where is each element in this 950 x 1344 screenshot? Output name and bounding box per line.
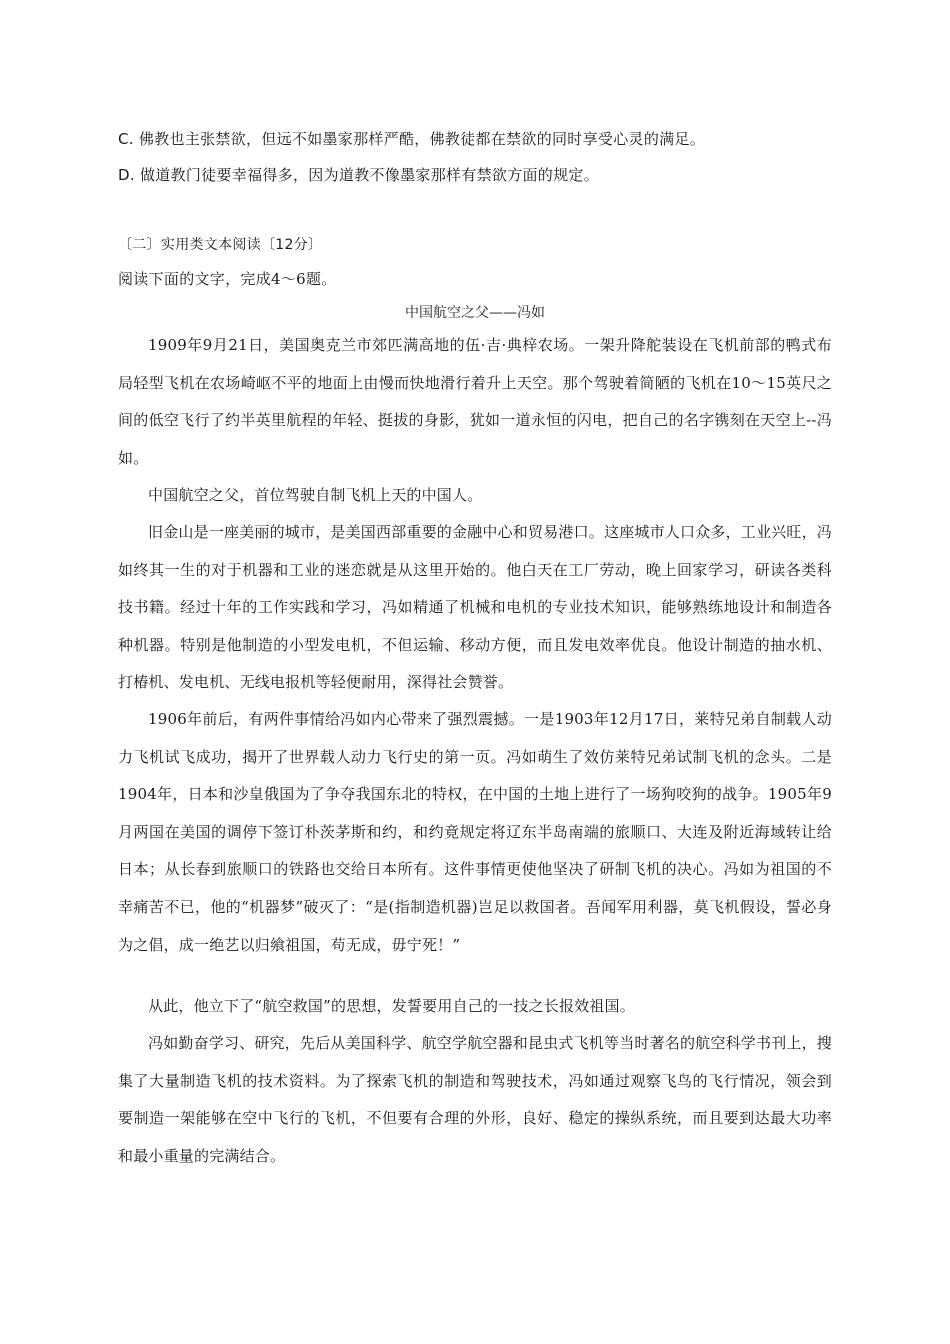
answer-option-c: C. 佛教也主张禁欲，但远不如墨家那样严酷，佛教徒都在禁欲的同时享受心灵的满足。 <box>118 130 706 148</box>
article-paragraph: 1906年前后，有两件事情给冯如内心带来了强烈震撼。一是1903年12月17日，莱特兄弟自制载人动力飞机试飞成功，揭开了世界载人动力飞行史的第一页。冯如萌生了效仿莱特兄弟试制飞机的念头。二是1904年，日本和沙皇俄国为了争夺我国东北的特权，在中国的土地上进行了一场狗咬狗的战争。1905年9月两国在美国的调停下签订朴茨茅斯和约，和约竟规定将辽东半岛南端的旅顺口、大连及附近海域转让给日本；从长春到旅顺口的铁路也交给日本所有。这件事情更使他坚决了研制飞机的决心。冯如为祖国的不幸痛苦不已，他的“机器梦”破灭了：“是(指制造机器)岂足以救国者。吾闻军用利器，莫飞机假设，誓必身为之倡，成一绝艺以归飨祖国，苟无成，毋宁死！” <box>118 710 832 954</box>
article-paragraph: 冯如勤奋学习、研究，先后从美国科学、航空学航空器和昆虫式飞机等当时著名的航空科学书刊上，搜集了大量制造飞机的技术资料。为了探索飞机的制造和驾驶技术，冯如通过观察飞鸟的飞行情况，领会到要制造一架能够在空中飞行的飞机，不但要有合理的外形，良好、稳定的操纵系统，而且要到达最大功率和最小重量的完满结合。 <box>118 1034 833 1165</box>
article-paragraph: 1909年9月21日，美国奥克兰市郊匹满高地的伍·吉·典梓农场。一架升降舵装设在飞机前部的鸭式布局轻型飞机在农场崎岖不平的地面上由慢而快地滑行着升上天空。那个驾驶着简陋的飞机在10～15英尺之间的低空飞行了约半英里航程的年轻、挺拔的身影，犹如一道永恒的闪电，把自己的名字镌刻在天空上--冯如。 <box>118 336 832 467</box>
article-paragraph: 旧金山是一座美丽的城市，是美国西部重要的金融中心和贸易港口。这座城市人口众多，工业兴旺，冯如终其一生的对于机器和工业的迷恋就是从这里开始的。他白天在工厂劳动，晚上回家学习，研读各类科技书籍。经过十年的工作实践和学习，冯如精通了机械和电机的专业技术知识，能够熟练地设计和制造各种机器。特别是他制造的小型发电机，不但运输、移动方便，而且发电效率优良。他设计制造的抽水机、打椿机、发电机、无线电报机等轻便耐用，深得社会赞誉。 <box>118 523 833 692</box>
section-instruction: 阅读下面的文字，完成4～6题。 <box>118 270 337 288</box>
answer-option-d: D. 做道教门徒要幸福得多，因为道教不像墨家那样有禁欲方面的规定。 <box>118 166 599 184</box>
article-title: 中国航空之父——冯如 <box>405 305 545 321</box>
article-paragraph: 从此，他立下了“航空救国”的思想，发誓要用自己的一技之长报效祖国。 <box>148 997 635 1015</box>
section-heading: 〔二〕实用类文本阅读〔12分〕 <box>118 237 323 253</box>
article-paragraph: 中国航空之父，首位驾驶自制飞机上天的中国人。 <box>148 486 483 504</box>
